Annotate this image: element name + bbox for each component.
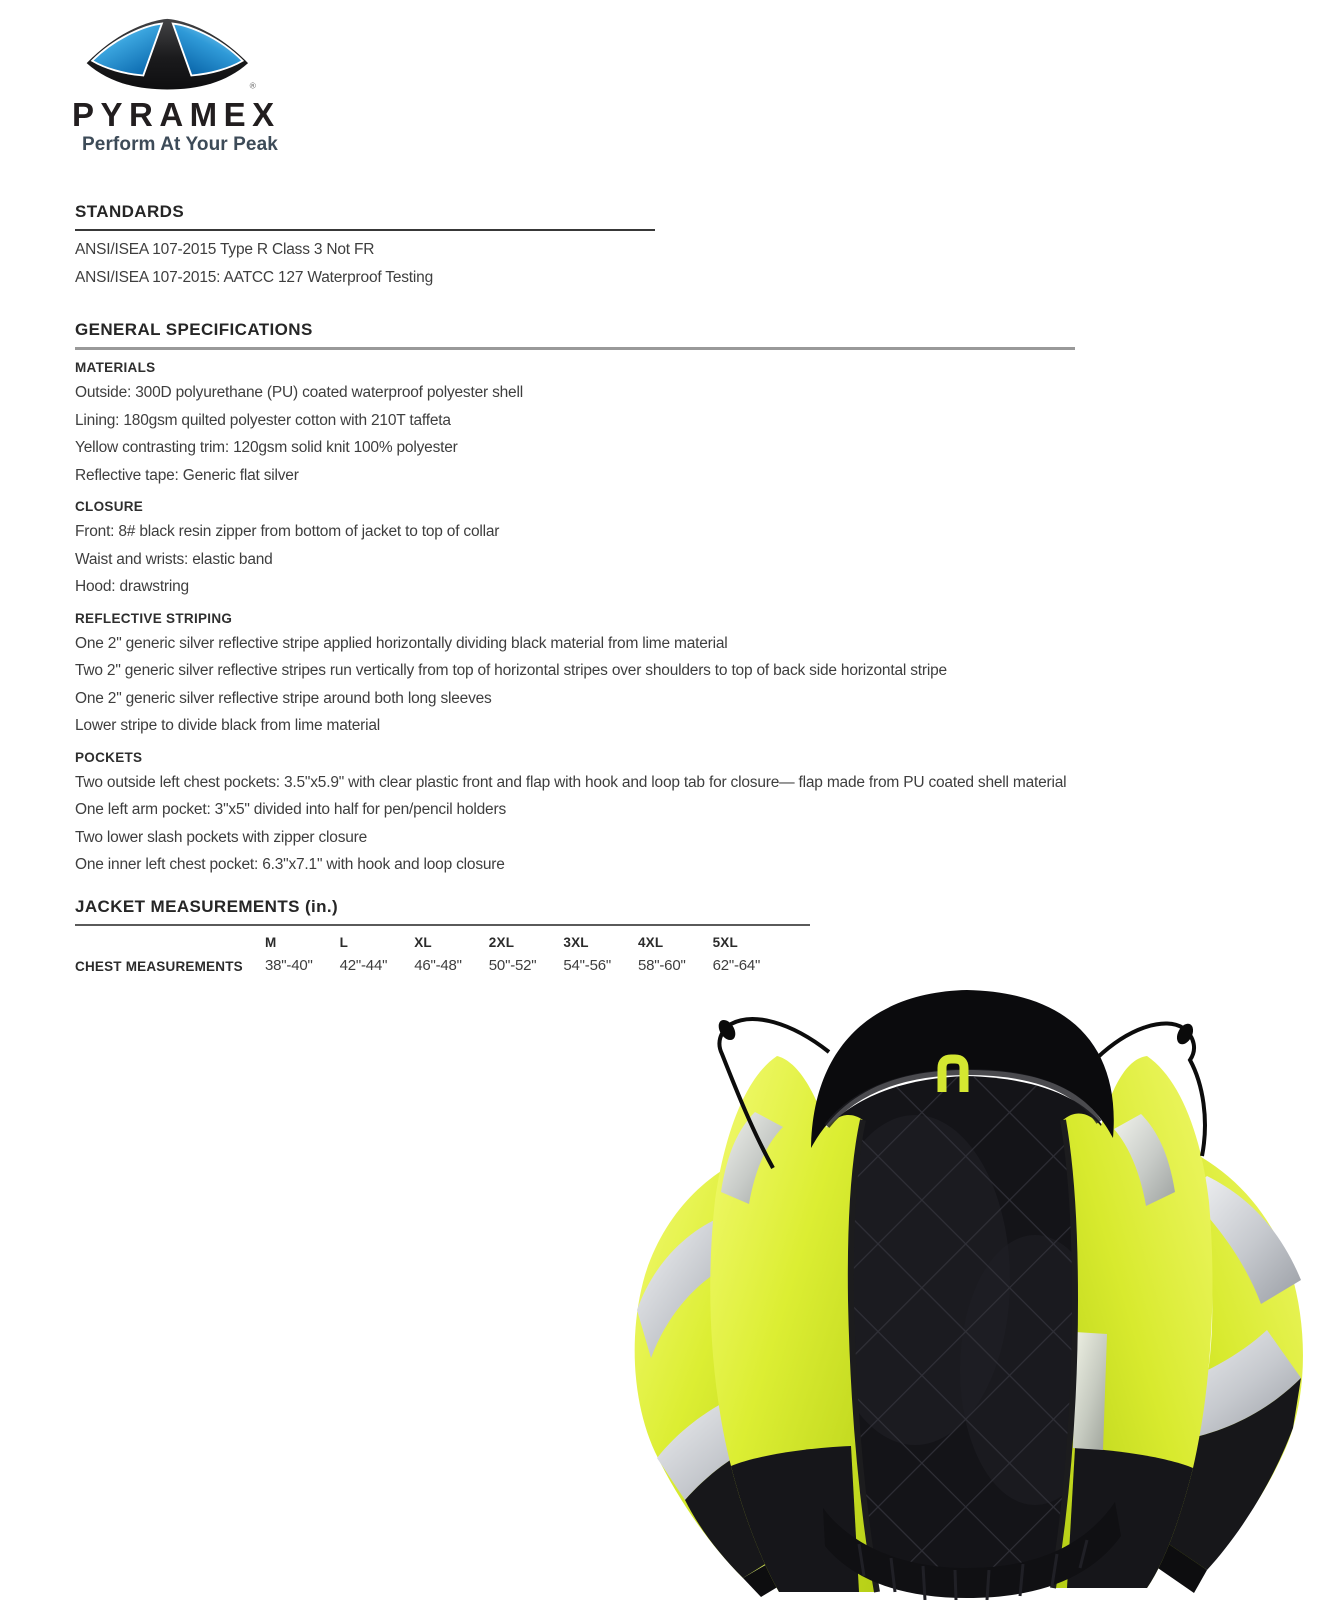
general-specifications-section xyxy=(75,320,1075,879)
size-column-header: 3XL xyxy=(563,935,589,950)
spec-line: Two outside left chest pockets: 3.5"x5.9" with clear plastic front and flap with hook and loop tab for closure— flap made from PU coated shell material xyxy=(75,773,1067,791)
general-specifications-heading: GENERAL SPECIFICATIONS xyxy=(75,320,1075,350)
spec-subsection-title: MATERIALS xyxy=(75,360,156,375)
spec-line: One inner left chest pocket: 6.3"x7.1" with hook and loop closure xyxy=(75,856,505,873)
spec-line: Outside: 300D polyurethane (PU) coated waterproof polyester shell xyxy=(75,384,523,401)
right-flap-vertical-reflective-stripe xyxy=(1073,1332,1107,1450)
spec-line: Hood: drawstring xyxy=(75,578,189,595)
chest-measurement-value: 54"-56" xyxy=(563,957,611,974)
brand-name: PYRAMEX xyxy=(72,96,281,133)
chest-measurement-value: 46"-48" xyxy=(414,957,462,974)
size-column-header: 4XL xyxy=(637,935,664,950)
standards-line: ANSI/ISEA 107-2015: AATCC 127 Waterproof Testing xyxy=(75,268,434,286)
spec-line: Two lower slash pockets with zipper closure xyxy=(75,828,368,846)
standards-heading: STANDARDS xyxy=(75,202,655,231)
standards-line: ANSI/ISEA 107-2015 Type R Class 3 Not FR xyxy=(75,241,375,258)
spec-line: Lining: 180gsm quilted polyester cotton with 210T taffeta xyxy=(75,411,451,429)
spec-line: Lower stripe to divide black from lime material xyxy=(75,717,381,734)
size-column-header: L xyxy=(339,935,349,950)
chest-measurement-value: 38"-40" xyxy=(265,957,313,974)
chest-measurement-value: 50"-52" xyxy=(488,957,537,974)
spec-line: One 2" generic silver reflective stripe applied horizontally dividing black material from lime material xyxy=(75,634,728,652)
spec-line: Reflective tape: Generic flat silver xyxy=(75,466,299,484)
chest-measurement-value: 62"-64" xyxy=(712,957,761,974)
measurements-table xyxy=(75,935,810,974)
brand-logo xyxy=(70,12,330,156)
spec-line: Yellow contrasting trim: 120gsm solid knit 100% polyester xyxy=(75,439,458,456)
product-photo-jacket xyxy=(615,980,1342,1600)
jacket-measurements-section xyxy=(75,897,810,974)
spec-line: One left arm pocket: 3"x5" divided into half for pen/pencil holders xyxy=(75,801,506,818)
standards-section xyxy=(75,202,655,291)
spec-line: Waist and wrists: elastic band xyxy=(75,550,273,568)
spec-line: Two 2" generic silver reflective stripes run vertically from top of horizontal stripes over shoulders to top of back side horizontal stripe xyxy=(75,662,947,679)
jacket-measurements-heading: JACKET MEASUREMENTS (in.) xyxy=(75,897,810,926)
chest-measurement-value: 58"-60" xyxy=(637,957,686,974)
spec-subsection-title: POCKETS xyxy=(75,749,143,765)
size-column-header: 5XL xyxy=(712,935,738,950)
size-column-header: 2XL xyxy=(488,935,515,950)
spec-subsection-title: CLOSURE xyxy=(75,499,144,514)
pyramex-logo-icon xyxy=(82,12,262,94)
size-column-header: M xyxy=(265,935,277,950)
spec-line: Front: 8# black resin zipper from bottom of jacket to top of collar xyxy=(75,523,500,540)
size-column-header: XL xyxy=(414,935,432,950)
measure-row-label: CHEST MEASUREMENTS xyxy=(75,959,243,974)
standards-lines xyxy=(75,236,655,291)
brand-tagline: Perform At Your Peak xyxy=(82,134,278,155)
spec-subsections xyxy=(75,359,1075,879)
spec-subsection-title: REFLECTIVE STRIPING xyxy=(75,610,233,626)
spec-line: One 2" generic silver reflective stripe around both long sleeves xyxy=(75,689,492,707)
chest-measurement-value: 42"-44" xyxy=(339,957,388,974)
svg-text:®: ® xyxy=(249,80,256,91)
